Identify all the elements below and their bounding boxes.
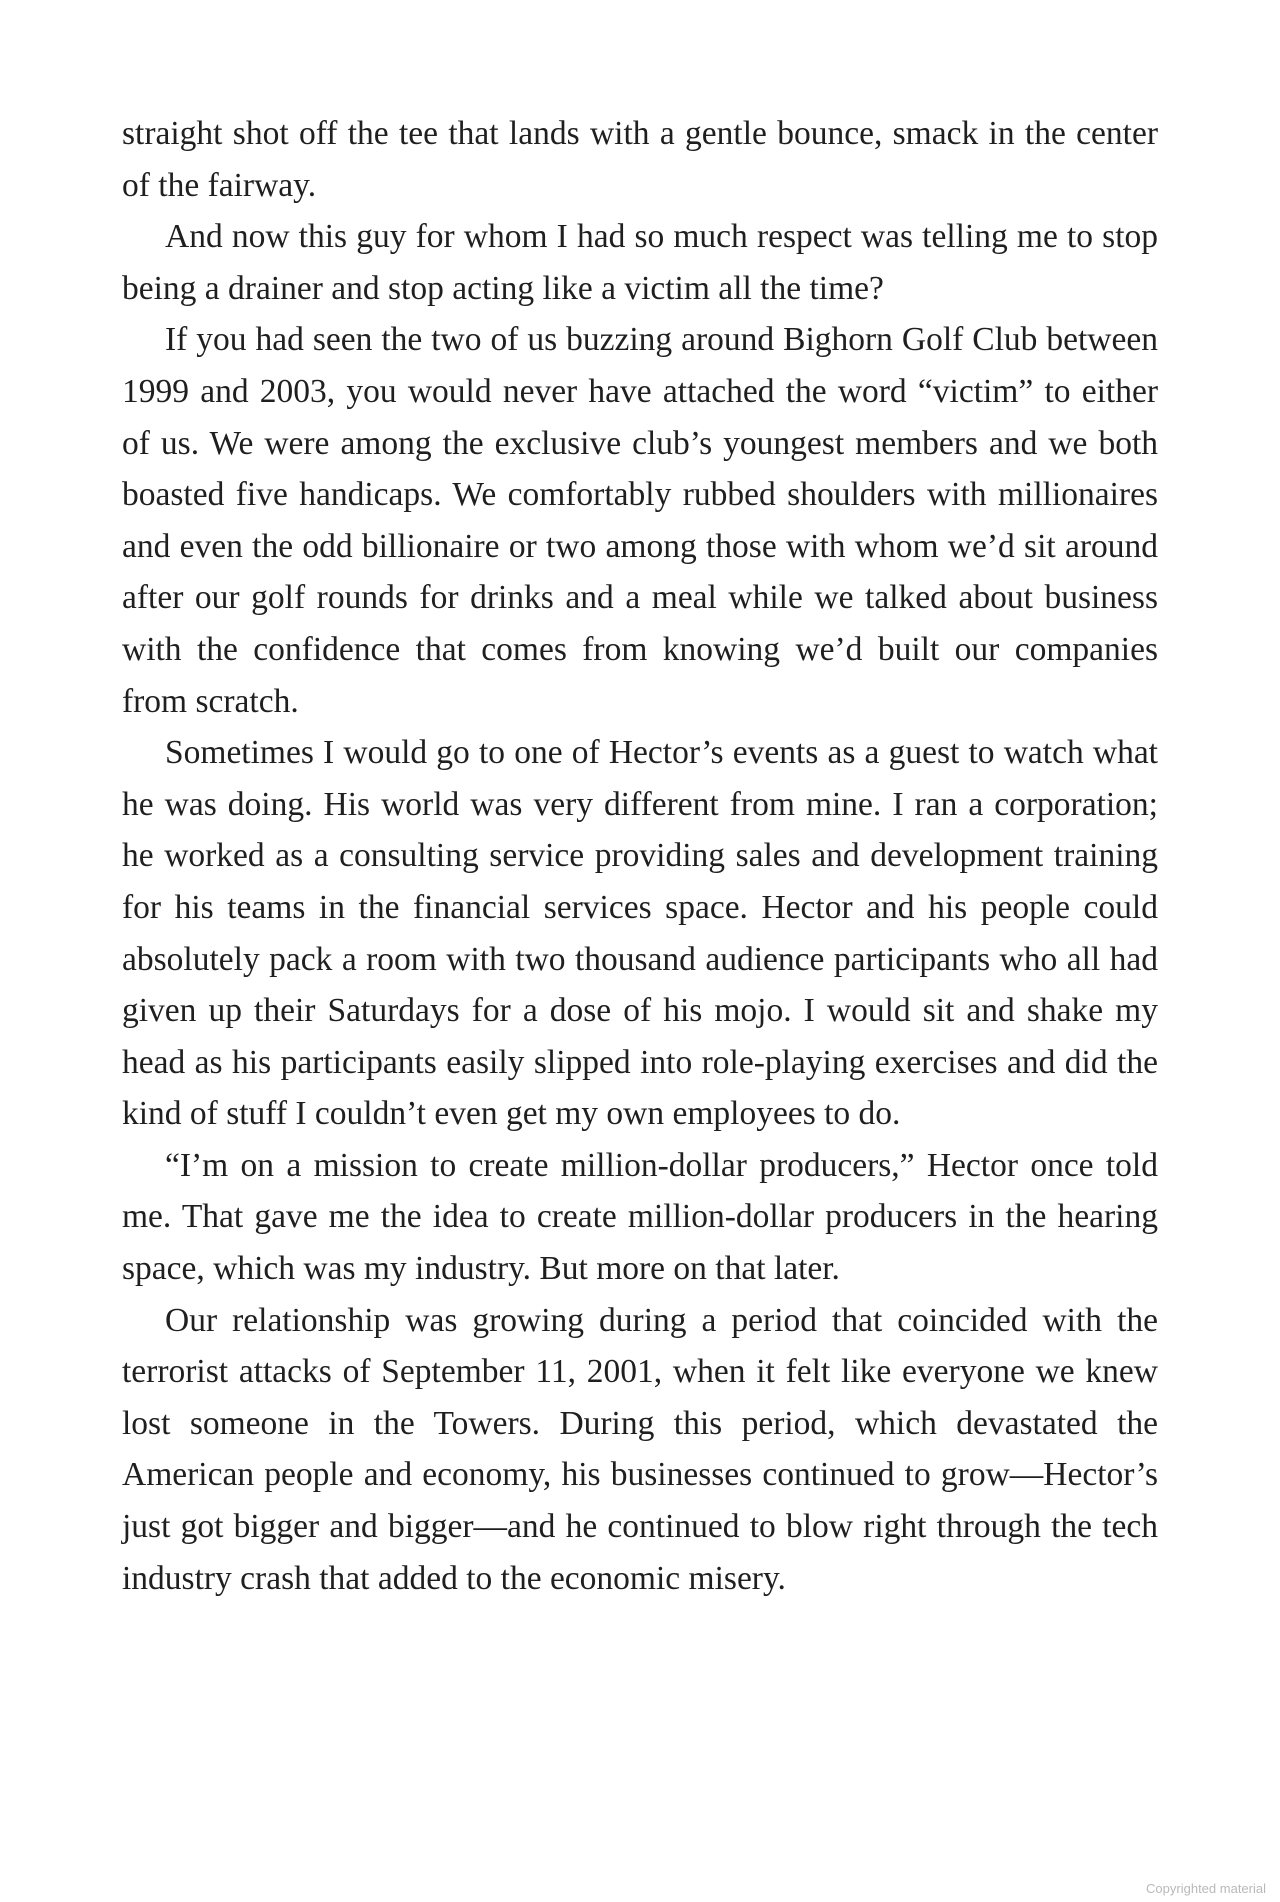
book-page-text — [122, 108, 1158, 1604]
paragraph-1: straight shot off the tee that lands with a gentle bounce, smack in the center of the fairway. — [122, 115, 1158, 204]
paragraph-6: Our relationship was growing during a period that coincided with the terrorist attacks of September 11, 2001, when it felt like everyone we knew lost someone in the Towers. During this period, which devastated the American people and economy, his businesses continued to grow—Hector’s just got bigger and bigger—and he continued to blow right through the tech industry crash that added to the economic misery. — [122, 1301, 1158, 1597]
paragraph-5: “I’m on a mission to create million-dollar producers,” Hector once told me. That gave me the idea to create million-dollar producers in the hearing space, which was my industry. But more on that later. — [122, 1146, 1158, 1288]
paragraph-4: Sometimes I would go to one of Hector’s events as a guest to watch what he was doing. His world was very different from mine. I ran a corporation; he worked as a consulting service providing sales and development training for his teams in the financial services space. Hector and his people could absolutely pack a room with two thousand audience participants who all had given up their Saturdays for a dose of his mojo. I would sit and shake my head as his participants easily slipped into role-playing exercises and did the kind of stuff I couldn’t even get my own employees to do. — [122, 734, 1158, 1133]
paragraph-2: And now this guy for whom I had so much respect was telling me to stop being a drainer and stop acting like a victim all the time? — [122, 218, 1158, 307]
copyright-watermark: Copyrighted material — [1146, 1881, 1266, 1896]
paragraph-3: If you had seen the two of us buzzing around Bighorn Golf Club between 1999 and 2003, you would never have attached the word “victim” to either of us. We were among the exclusive club’s youngest members and we both boasted five handicaps. We comfortably rubbed shoulders with millionaires and even the odd billionaire or two among those with whom we’d sit around after our golf rounds for drinks and a meal while we talked about business with the confidence that comes from knowing we’d built our companies from scratch. — [122, 321, 1158, 720]
